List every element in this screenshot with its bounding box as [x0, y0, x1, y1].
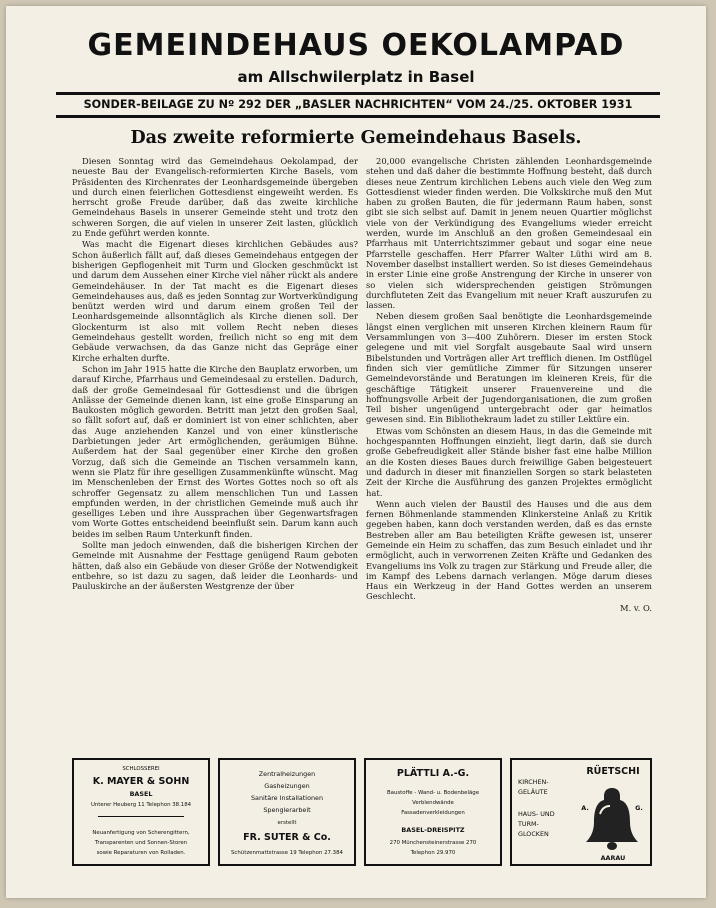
ad-rueetschi — [510, 758, 652, 866]
issue-banner: SONDER-BEILAGE ZU Nº 292 DER „BASLER NACHRICHTEN“ VOM 24./25. OKTOBER 1931 — [56, 92, 660, 118]
ad-suter — [218, 758, 356, 866]
ad-company-name: FR. SUTER & Co. — [243, 832, 331, 843]
ad-divider — [98, 816, 184, 817]
article-column-left — [72, 156, 358, 748]
ad-line: Transparenten und Sonnen-Storen — [94, 840, 188, 846]
ad-line: Unterer Heuberg 11 Telephon 38.184 — [90, 802, 192, 808]
ad-line: Neuanfertigung von Scherengittern, — [92, 830, 190, 836]
ad-mayer-sohn — [72, 758, 210, 866]
ad-line: GELÄUTE — [518, 788, 548, 796]
advertisement-row — [72, 758, 652, 866]
ad-line: BASEL-DREISPITZ — [401, 826, 465, 834]
article-paragraph: Etwas vom Schönsten an diesem Haus, in das die Gemeinde mit hochgespannten Hoffnungen einzieht, liegt darin, daß sie durch große Gebefreudigkeit aller Stände bisher fast eine halbe Million an die Kosten dieses Baues durch freiwillige Gaben beigesteuert und dadurch in dieser mit finanziellen Sorgen so stark belasteten Zeit der Kirche die Ausführung des ganzen Projektes ermöglicht hat. — [366, 425, 652, 498]
ad-line: 270 Münchensteinerstrasse 270 — [389, 840, 477, 846]
article-paragraph: Wenn auch vielen der Baustil des Hauses und die aus dem fernen Böhmenlande stammenden Klinkersteine Anlaß zu Kritik gegeben haben, kann doch verstanden werden, daß es das ernste Bestreben aller am Bau beteiligten Kräfte gewesen ist, unserer Gemeinde ein Heim zu schaffen, das zum Besuch einladet und ihr ermöglicht, auch in verworrenen Zeiten Kräfte und Gedanken des Evangeliums ins Volk zu tragen zur Stärkung und Freude aller, die im Kampf des Lebens darnach verlangen. Möge darum dieses Haus ein Werkzeug in der Hand Gottes werden an unserem Geschlecht. — [366, 498, 652, 602]
ad-line: Verblendwände — [412, 800, 454, 806]
ad-line: Zentralheizungen — [258, 770, 316, 778]
ad-line: sowie Reparaturen von Rolladen. — [96, 850, 186, 856]
ad-line: Baustoffe - Wand- u. Bodenbeläge — [386, 790, 480, 796]
ad-line: Gasheizungen — [264, 782, 310, 790]
newspaper-page — [6, 6, 706, 898]
ad-line: G. — [635, 804, 643, 812]
article-signature: M. v. O. — [620, 602, 652, 613]
ad-plaettli — [364, 758, 502, 866]
article-column-right — [366, 156, 652, 748]
article-paragraph: Was macht die Eigenart dieses kirchlichen Gebäudes aus? Schon äußerlich fällt auf, daß dieses Gemeindehaus entgegen der bisherigen Gepflogenheit mit Turm und Glocken geschmückt ist und darum dem Aussehen einer Kirche viel näher rückt als andere Gemeindehäuser. In der Tat macht es die Eigenart dieses Gemeindehauses aus, daß es jeden Sonntag zur Wortverkündigung benützt werden wird und darum einem großen Teil der Leonhardsgemeinde allsonntäglich als Kirche dienen soll. Der Glockenturm ist also mit vollem Recht neben dieses Gemeindehaus gestellt worden, freilich nicht so eng mit dem Gebäude verwachsen, da das Ganze nicht das Gepräge einer Kirche erhalten durfte. — [72, 239, 358, 363]
ad-line: TURM- — [518, 820, 539, 828]
ad-line: Fassadenverkleidungen — [401, 810, 465, 816]
ad-line: Sanitäre Installationen — [250, 794, 324, 802]
ad-line: Schützenmattstrasse 19 Telephon 27.384 — [231, 850, 343, 856]
ad-line: GLOCKEN — [518, 830, 549, 838]
ad-company-name: RÜETSCHI — [586, 766, 640, 777]
article-paragraph: Schon im Jahr 1915 hatte die Kirche den Bauplatz erworben, um darauf Kirche, Pfarrhaus und Gemeindesaal zu erstellen. Dadurch, daß der große Gemeindesaal für Gottesdienst und die übrigen Anlässe der Gemeinde dienen kann, ist eine große Einsparung an Baukosten möglich geworden. Betritt man jetzt den großen Saal, so fällt sofort auf, daß er dominiert ist von einer schlichten, aber das Auge anziehenden Kanzel und von einer künstlerische Darbietungen jeder Art ermöglichenden, geräumigen Bühne. Außerdem hat der Saal gegenüber einer Kirche den großen Vorzug, daß sich die Gemeinde an Tischen versammeln kann, wenn sie Platz für ihre geselligen Zusammenkünfte wünscht. Mag im Menschenleben der Ernst des Wortes Gottes noch so oft als schroffer Gegensatz zu allem menschlichen Tun und Lassen empfunden werden, in der christlichen Gemeinde muß auch ihr geselliges Leben und ihre Aussprachen über Gegenwartsfragen vom Worte Gottes entscheidend beeinflußt sein. Darum kann auch beides im selben Raum Unterkunft finden. — [72, 363, 358, 539]
ad-line: BASEL — [129, 790, 153, 798]
page-subtitle: am Allschwilerplatz in Basel — [237, 68, 475, 86]
ad-line: Telephon 29.970 — [410, 850, 456, 856]
ad-company-name: K. MAYER & SOHN — [92, 776, 190, 787]
article-paragraph: Neben diesem großen Saal benötigte die Leonhardsgemeinde längst einen verglichen mit unseren Kirchen kleinern Raum für Versammlungen von 3—400 Zuhörern. Dieser im ersten Stock gelegene und mit viel Sorgfalt ausgebaute Saal wird unsern Bibelstunden und Vorträgen aller Art trefflich dienen. Im Ostflügel finden sich vier gemütliche Zimmer für Sitzungen unserer Gemeindevorstände und Beratungen im kleineren Kreis, für die geschäftige Tätigkeit unserer Frauenvereine und die hoffnungsvolle Arbeit der Jugendorganisationen, die zum großen Teil bisher ungenügend untergebracht oder gar heimatlos gewesen sind. Ein Bibliothekraum ladet zu stiller Lektüre ein. — [366, 311, 652, 425]
ad-company-name: PLÄTTLI A.-G. — [396, 768, 470, 779]
bell-icon — [582, 784, 642, 858]
ad-line: A. — [581, 804, 589, 812]
ad-line: HAUS- UND — [518, 810, 555, 818]
page-title: GEMEINDEHAUS OEKOLAMPAD — [87, 28, 625, 63]
ad-line: erstellt — [277, 820, 297, 826]
article-paragraph: Diesen Sonntag wird das Gemeindehaus Oekolampad, der neueste Bau der Evangelisch-reformierten Kirche Basels, vom Präsidenten des Kirchenrates der Leonhardsgemeinde übergeben und durch einen feierlichen Gottesdienst eingeweiht werden. Es herrscht große Freude darüber, daß das zweite kirchliche Gemeindehaus Basels in unserer Gemeinde steht und trotz den schweren Sorgen, die auf vielen in unserer Zeit lasten, glücklich zu Ende geführt werden konnte. — [72, 156, 358, 239]
ad-line: AARAU — [600, 854, 626, 862]
ad-line: Spenglerarbeit — [263, 806, 311, 814]
ad-line: SCHLOSSEREI — [122, 766, 160, 772]
article-paragraph: Sollte man jedoch einwenden, daß die bisherigen Kirchen der Gemeinde mit Ausnahme der Festtage genügend Raum geboten hätten, daß also ein Gebäude von dieser Größe der Notwendigkeit entbehre, so ist dazu zu sagen, daß leider die Leonhards- und Pauluskirche an der äußersten Westgrenze der über — [72, 539, 358, 592]
ad-line: KIRCHEN- — [518, 778, 549, 786]
article-paragraph: 20,000 evangelische Christen zählenden Leonhardsgemeinde stehen und daß daher die bestimmte Hoffnung besteht, daß durch dieses neue Zentrum kirchlichen Lebens auch viele den Weg zum Gottesdienst wieder finden werden. Die Volkskirche muß den Mut haben zu großen Bauten, die für jedermann Raum haben, sonst gibt sie sich selbst auf. Damit in jenem neuen Quartier möglichst viele von der Verkündigung des Evangeliums wieder erreicht werden, wurde im Anschluß an den großen Gemeindesaal ein Pfarrhaus mit Unterrichtszimmer gebaut und sogar eine neue Pfarrstelle geschaffen. Herr Pfarrer Walter Lüthi wird am 8. November daselbst installiert werden. So ist dieses Gemeindehaus in erster Linie eine große Anstrengung der Kirche in unserer von so vielen sich widersprechenden geistigen Strömungen durchfluteten Zeit das Evangelium mit neuer Kraft auszurufen zu lassen. — [366, 156, 652, 311]
article-headline: Das zweite reformierte Gemeindehaus Basels. — [130, 128, 582, 148]
